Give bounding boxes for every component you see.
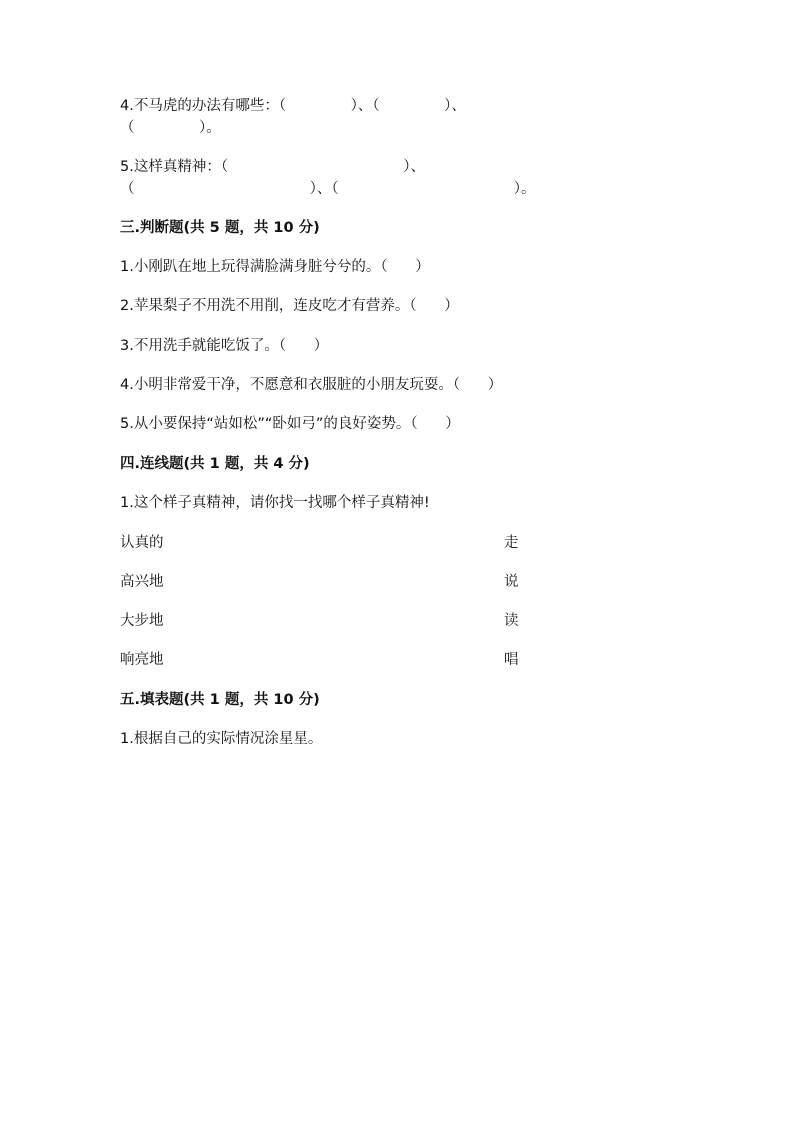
match-left-item-3: 大步地	[120, 613, 164, 629]
match-right-item-2: 说	[504, 574, 519, 590]
match-right-item-1: 走	[504, 535, 519, 551]
match-left-item-1: 认真的	[120, 535, 164, 551]
judge-section-heading: 三.判断题(共 5 题，共 10 分)	[120, 220, 320, 236]
table-section-heading: 五.填表题(共 1 题，共 10 分)	[120, 692, 320, 708]
match-right-item-3: 读	[504, 613, 519, 629]
match-left-item-4: 响亮地	[120, 652, 164, 668]
judge-item-1: 1.小刚趴在地上玩得满脸满身脏兮兮的。（ ）	[120, 259, 430, 275]
fill-question-5-line-2: （ ）、（ ）。	[120, 181, 536, 197]
fill-question-4-line-2: （ ）。	[120, 120, 221, 136]
judge-item-3: 3.不用洗手就能吃饭了。（ ）	[120, 338, 329, 354]
match-right-item-4: 唱	[504, 652, 519, 668]
fill-question-5-line-1: 5.这样真精神：（ ）、	[120, 159, 425, 175]
judge-item-5: 5.从小要保持“站如松”“卧如弓”的良好姿势。（ ）	[120, 416, 460, 432]
judge-item-2: 2.苹果梨子不用洗不用削，连皮吃才有营养。（ ）	[120, 298, 459, 314]
judge-item-4: 4.小明非常爱干净，不愿意和衣服脏的小朋友玩耍。（ ）	[120, 377, 503, 393]
fill-question-4-line-1: 4.不马虎的办法有哪些：（ ）、（ ）、	[120, 98, 466, 114]
match-section-heading: 四.连线题(共 1 题，共 4 分)	[120, 456, 310, 472]
match-question: 1.这个样子真精神，请你找一找哪个样子真精神!	[120, 495, 430, 511]
table-question: 1.根据自己的实际情况涂星星。	[120, 731, 323, 747]
match-left-item-2: 高兴地	[120, 574, 164, 590]
